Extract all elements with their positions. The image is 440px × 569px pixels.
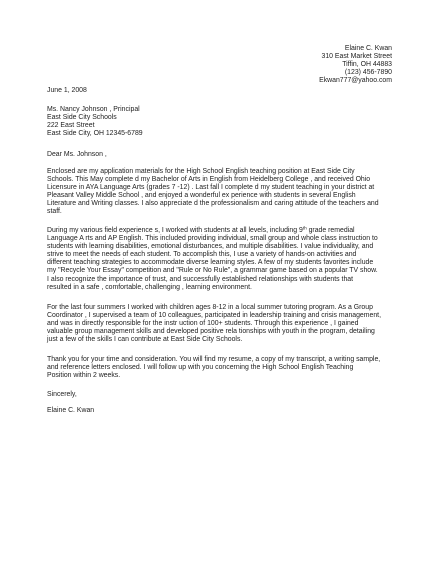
paragraph-thank-you bbox=[47, 356, 392, 380]
ordinal-suffix: th bbox=[302, 225, 307, 231]
signature-name: Elaine C. Kwan bbox=[47, 407, 95, 414]
paragraph-line: Position within 2 weeks. bbox=[47, 372, 121, 380]
recipient-name: Ms. Nancy Johnson , Principal bbox=[47, 106, 140, 113]
paragraph-line: Coordinator , I supervised a team of 10 colleagues, participated in leadership training and crisis management, bbox=[47, 312, 382, 320]
recipient-address-block bbox=[47, 106, 143, 138]
paragraph-line: resulted in a safe , comfortable, challenging , learning environment. bbox=[47, 283, 252, 291]
line-text: During my various field experience s, I worked with students at all levels, including 9 bbox=[47, 227, 303, 234]
paragraph-line: and was in directly responsible for the instr uction of 100+ students. Through this experience , I gained bbox=[47, 320, 359, 328]
paragraph-line: I also recognize the importance of trust, and successfully established relationships with students that bbox=[47, 275, 354, 283]
paragraph-line: my "Recycle Your Essay" competition and "Rule or No Rule", a grammar game based on a popular TV show. bbox=[47, 267, 378, 275]
recipient-street: 222 East Street bbox=[47, 122, 95, 130]
paragraph-line: strive to meet the needs of each student. To accomplish this, I use a variety of hands-on activities and bbox=[47, 251, 357, 259]
salutation: Dear Ms. Johnson , bbox=[47, 151, 107, 158]
sender-street: 310 East Market Street bbox=[321, 53, 392, 61]
recipient-org: East Side City Schools bbox=[47, 114, 117, 122]
paragraph-line: valuable group management skills and developed positive rela tionships with youth in the program, detailing bbox=[47, 328, 375, 336]
paragraph-summer-program bbox=[47, 304, 392, 344]
sender-phone: (123) 456-7890 bbox=[344, 69, 392, 77]
paragraph-line: Schools. This May complete d my Bachelor of Arts in English from Heidelberg College , and received Ohio bbox=[47, 176, 371, 184]
paragraph-line bbox=[47, 227, 392, 235]
sender-email: Ekwan777@yahoo.com bbox=[319, 77, 392, 85]
sender-city: Tiffin, OH 44883 bbox=[342, 61, 392, 69]
paragraph-line: staff. bbox=[47, 208, 62, 216]
recipient-city: East Side City, OH 12345-6789 bbox=[47, 130, 143, 138]
line-text: grade remedial bbox=[306, 227, 355, 234]
paragraph-line: and reference letters enclosed. I will follow up with you concerning the High School English Teaching bbox=[47, 364, 354, 372]
paragraph-intro bbox=[47, 168, 392, 217]
paragraph-line: just a few of the skills I can contribute at East Side City Schools. bbox=[47, 336, 243, 344]
letter-date: June 1, 2008 bbox=[47, 87, 87, 94]
paragraph-line: For the last four summers I worked with children ages 8-12 in a local summer tutoring program. As a Group bbox=[47, 304, 373, 311]
paragraph-line: Thank you for your time and consideration. You will find my resume, a copy of my transcript, a writing sample, bbox=[47, 356, 381, 363]
paragraph-line: Pleasant Valley Middle School , and enjoyed a wonderful ex perience with students in several English bbox=[47, 192, 356, 200]
paragraph-line: Literature and Writing classes. I also appreciate d the professionalism and caring attitude of the teachers and bbox=[47, 200, 379, 208]
paragraph-line: different teaching strategies to accommodate diverse learning styles. A few of my students favorites include bbox=[47, 259, 374, 267]
paragraph-line: students with learning disabilities, emotional disturbances, and multiple disabilities. I value individuality, and bbox=[47, 243, 374, 251]
paragraph-experience bbox=[47, 227, 392, 292]
sender-name: Elaine C. Kwan bbox=[344, 45, 392, 52]
paragraph-line: Language A rts and AP English. This included providing individual, small group and whole class instruction to bbox=[47, 235, 378, 243]
closing: Sincerely, bbox=[47, 391, 77, 398]
paragraph-line: Licensure in AYA Language Arts (grades 7 -12) . Last fall I complete d my student teaching in your district at bbox=[47, 184, 375, 192]
sender-address-block bbox=[319, 45, 392, 85]
paragraph-line: Enclosed are my application materials for the High School English teaching position at East Side City bbox=[47, 168, 355, 175]
